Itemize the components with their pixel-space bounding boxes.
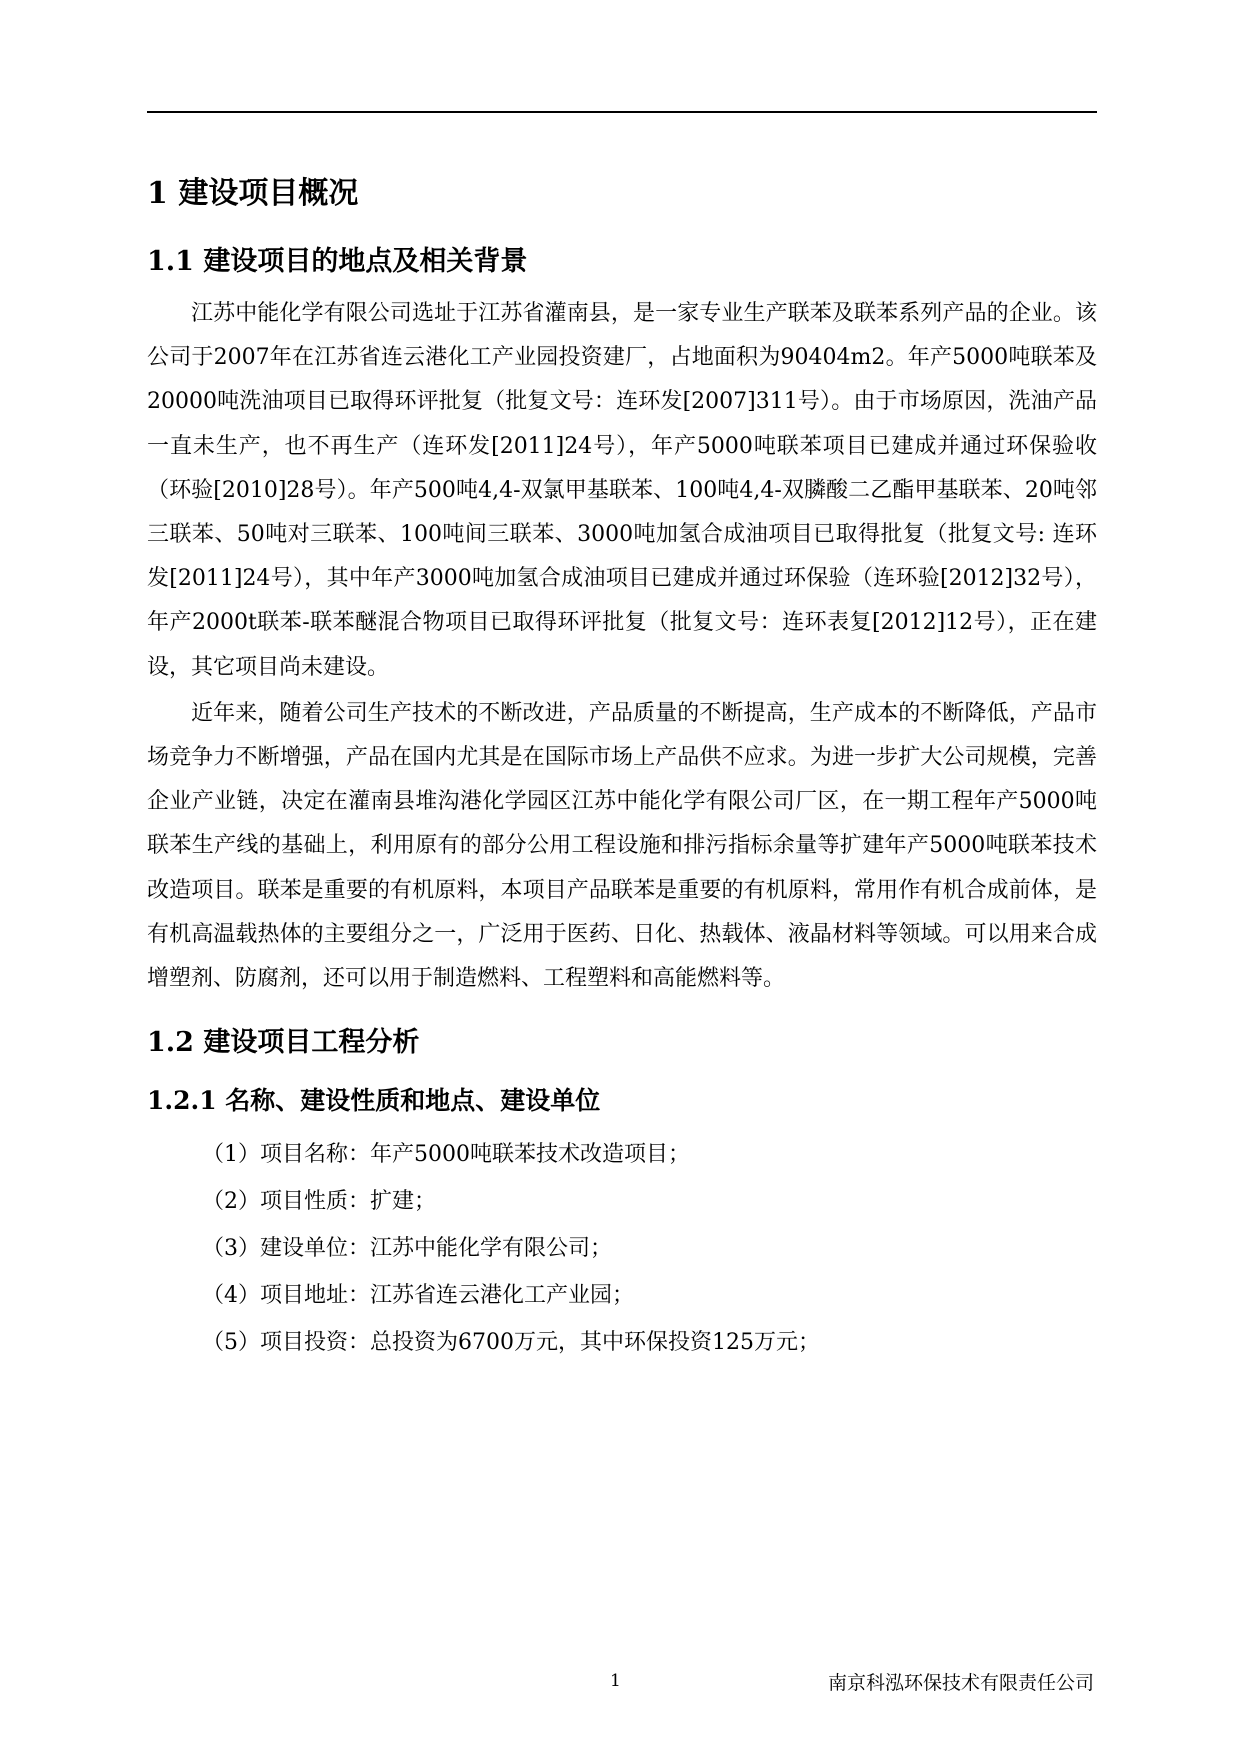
- subsection-heading-1-2-1: 1.2.1 名称、建设性质和地点、建设单位: [147, 1086, 601, 1116]
- list-item-project-nature: （2）项目性质：扩建；: [202, 1189, 436, 1215]
- chapter-heading: 1 建设项目概况: [147, 176, 359, 211]
- paragraph-background: 江苏中能化学有限公司选址于江苏省灌南县，是一家专业生产联苯及联苯系列产品的企业。该公司于2007年在江苏省连云港化工产业园投资建厂，占地面积为90404m2。年产5000吨联苯及20000吨洗油项目已取得环评批复（批复文号：连环发[2007]311号）。由于市场原因，洗油产品一直未生产，也不再生产（连环发[2011]24号），年产5000吨联苯项目已建成并通过环保验收（环验[2010]28号）。年产500吨4,4-双氯甲基联苯、100吨4,4-双膦酸二乙酯甲基联苯、20吨邻三联苯、50吨对三联苯、100吨间三联苯、3000吨加氢合成油项目已取得批复（批复文号: 连环发[2011]24号），其中年产3000吨加氢合成油项目已建成并通过环保验（连环验[2012]32号），年产2000t联苯-联苯醚混合物项目已取得环评批复（批复文号：连环表复[2012]12号），正在建设，其它项目尚未建设。: [147, 301, 1097, 680]
- list-item-address: （4）项目地址：江苏省连云港化工产业园；: [202, 1283, 634, 1309]
- section-heading-1-1: 1.1 建设项目的地点及相关背景: [147, 246, 528, 277]
- header-rule: [147, 111, 1097, 113]
- list-item-investment: （5）项目投资：总投资为6700万元，其中环保投资125万元；: [202, 1330, 820, 1356]
- paragraph-expansion: 近年来，随着公司生产技术的不断改进，产品质量的不断提高，生产成本的不断降低，产品市场竞争力不断增强，产品在国内尤其是在国际市场上产品供不应求。为进一步扩大公司规模，完善企业产业链，决定在灌南县堆沟港化学园区江苏中能化学有限公司厂区，在一期工程年产5000吨联苯生产线的基础上，利用原有的部分公用工程设施和排污指标余量等扩建年产5000吨联苯技术改造项目。联苯是重要的有机原料，本项目产品联苯是重要的有机原料，常用作有机合成前体，是有机高温载热体的主要组分之一，广泛用于医药、日化、热载体、液晶材料等领域。可以用来合成增塑剂、防腐剂，还可以用于制造燃料、工程塑料和高能燃料等。: [147, 700, 1097, 992]
- footer-company: 南京科泓环保技术有限责任公司: [827, 1672, 1094, 1694]
- list-item-builder: （3）建设单位：江苏中能化学有限公司；: [202, 1236, 612, 1262]
- list-item-project-name: （1）项目名称：年产5000吨联苯技术改造项目；: [202, 1142, 690, 1168]
- page-content: [147, 150, 1097, 1366]
- section-heading-1-2: 1.2 建设项目工程分析: [147, 1027, 420, 1059]
- page-number: 1: [610, 1671, 621, 1691]
